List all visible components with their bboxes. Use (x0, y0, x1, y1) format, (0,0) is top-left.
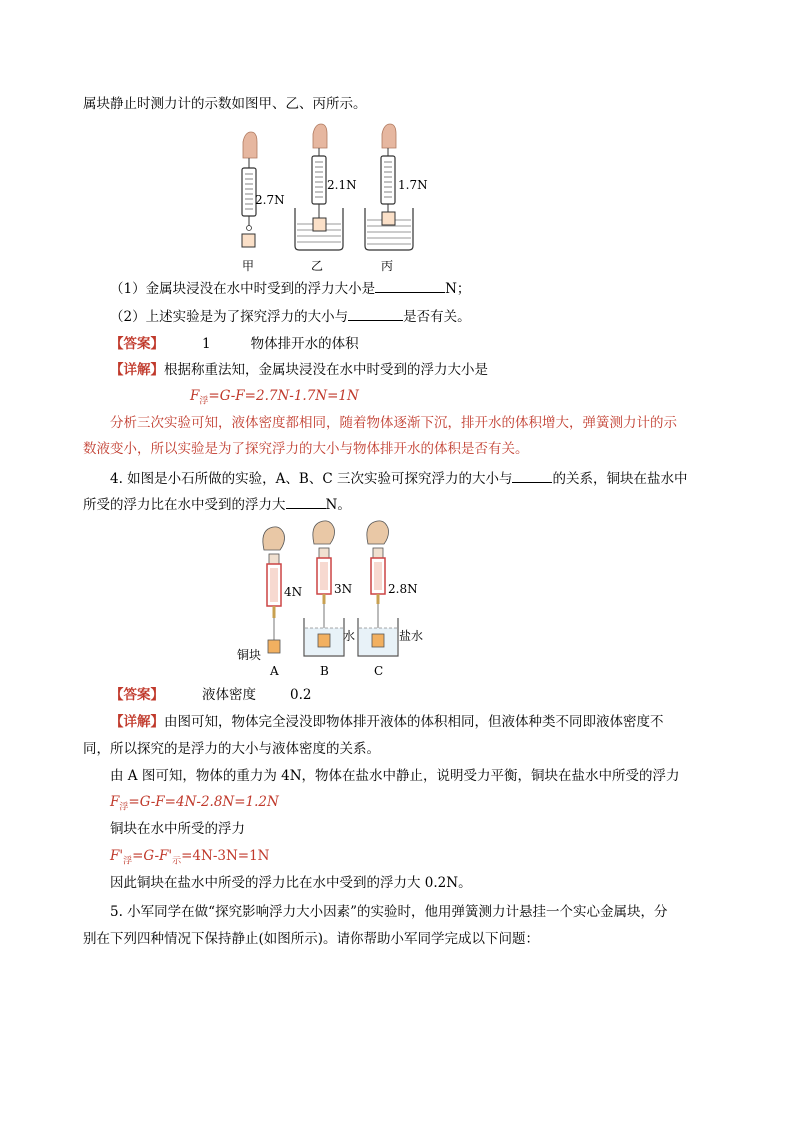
q4-blank-2 (286, 494, 326, 509)
label-salt-water: 盐水 (399, 629, 424, 643)
reading-bing: 1.7N (398, 178, 428, 192)
q3-part1 (110, 278, 470, 299)
label-a: A (270, 664, 279, 678)
label-b: B (320, 664, 329, 678)
q4-formula-1 (110, 792, 279, 818)
detail-tag: 【详解】 (110, 714, 164, 730)
q3-formula (190, 386, 359, 412)
q4-formula-2-rest: =4N-3N=1N (181, 848, 270, 864)
q4-line1 (110, 468, 687, 489)
label-copper-block: 铜块 (237, 648, 262, 662)
q4-formula-1-f: F (110, 794, 120, 810)
answer-tag: 【答案】 (110, 336, 164, 352)
q3-formula-rest: =G-F=2.7N-1.7N=1N (208, 388, 359, 404)
reading-c: 2.8N (388, 582, 418, 596)
scale-jia (242, 132, 257, 247)
q4-formula-2-sub2: 示 (172, 856, 182, 867)
q4-line2-text: 所受的浮力比在水中受到的浮力大 (83, 497, 286, 513)
q4-detail-text: 由图可知，物体完全浸没即物体排开液体的体积相同，但液体种类不同即液体密度不 (164, 714, 664, 730)
q4-answer-2: 0.2 (290, 687, 312, 703)
reading-yi: 2.1N (327, 178, 357, 192)
q3-answer (110, 334, 359, 354)
q4-detail-1 (110, 712, 664, 732)
q3-part1-text: （1）金属块浸没在水中时受到的浮力大小是 (110, 281, 376, 297)
q4-formula-1-rest: =G-F=4N-2.8N=1.2N (128, 794, 279, 810)
q3-analysis-1: 分析三次实验可知，液体密度都相同，随着物体逐渐下沉，排开水的体积增大，弹簧测力计的示 (110, 415, 677, 431)
q4-blank-1 (512, 468, 552, 483)
reading-jia: 2.7N (255, 193, 285, 207)
label-bing: 丙 (381, 259, 394, 273)
q4-detail-2: 同，所以探究的是浮力的大小与液体密度的关系。 (83, 741, 380, 757)
q4-formula-2-sub: 浮 (123, 856, 133, 867)
q4-formula-1-sub: 浮 (119, 802, 129, 813)
q4-line1-tail: 的关系，铜块在盐水中 (552, 471, 688, 487)
q3-blank-1 (375, 278, 445, 293)
q3-detail-text: 根据称重法知，金属块浸没在水中时受到的浮力大小是 (164, 362, 488, 378)
q3-analysis-2: 数液变小，所以实验是为了探究浮力的大小与物体排开水的体积是否有关。 (83, 441, 529, 457)
reading-a: 4N (284, 585, 303, 599)
q5-line1: 5. 小军同学在做“探究影响浮力大小因素”的实验时，他用弹簧测力计悬挂一个实心金属块，分 (110, 904, 668, 920)
q4-detail-5: 因此铜块在盐水中所受的浮力比在水中受到的浮力大 0.2N。 (110, 875, 472, 891)
q4-formula-2 (110, 846, 270, 872)
q3-formula-f: F (190, 388, 200, 404)
q4-formula-2-mid: =G-F' (132, 848, 173, 864)
q3-detail (110, 360, 488, 380)
q3-answer-2: 物体排开水的体积 (250, 336, 359, 352)
q4-formula-2-f: F' (110, 848, 124, 864)
q4-line2 (83, 494, 351, 515)
label-water: 水 (343, 629, 356, 643)
reading-b: 3N (334, 582, 353, 596)
q3-part1-unit: N； (445, 281, 471, 297)
q5-line2: 别在下列四种情况下保持静止(如图所示)。请你帮助小军同学完成以下问题： (83, 931, 540, 947)
label-c: C (374, 664, 384, 678)
intro-text: 属块静止时测力计的示数如图甲、乙、丙所示。 (83, 96, 367, 112)
scale-a (263, 527, 285, 653)
q4-answer-1: 液体密度 (202, 687, 256, 703)
detail-tag: 【详解】 (110, 362, 164, 378)
q4-answer (110, 685, 311, 705)
q4-detail-4: 铜块在水中所受的浮力 (110, 821, 245, 837)
q3-part2 (110, 306, 471, 327)
q4-line2-tail: N。 (325, 497, 351, 513)
q3-answer-1: 1 (202, 336, 211, 352)
answer-tag: 【答案】 (110, 687, 164, 703)
q4-detail-3: 由 A 图可知，物体的重力为 4N，物体在盐水中静止，说明受力平衡，铜块在盐水中所受的浮力 (110, 768, 680, 784)
label-yi: 乙 (311, 259, 324, 273)
q4-line1-text: 4. 如图是小石所做的实验，A、B、C 三次实验可探究浮力的大小与 (110, 471, 513, 487)
q3-blank-2 (348, 306, 403, 321)
q3-part2-text: （2）上述实验是为了探究浮力的大小与 (110, 309, 349, 325)
q3-formula-sub: 浮 (199, 396, 209, 407)
label-jia: 甲 (242, 259, 255, 273)
q3-part2-tail: 是否有关。 (403, 309, 471, 325)
